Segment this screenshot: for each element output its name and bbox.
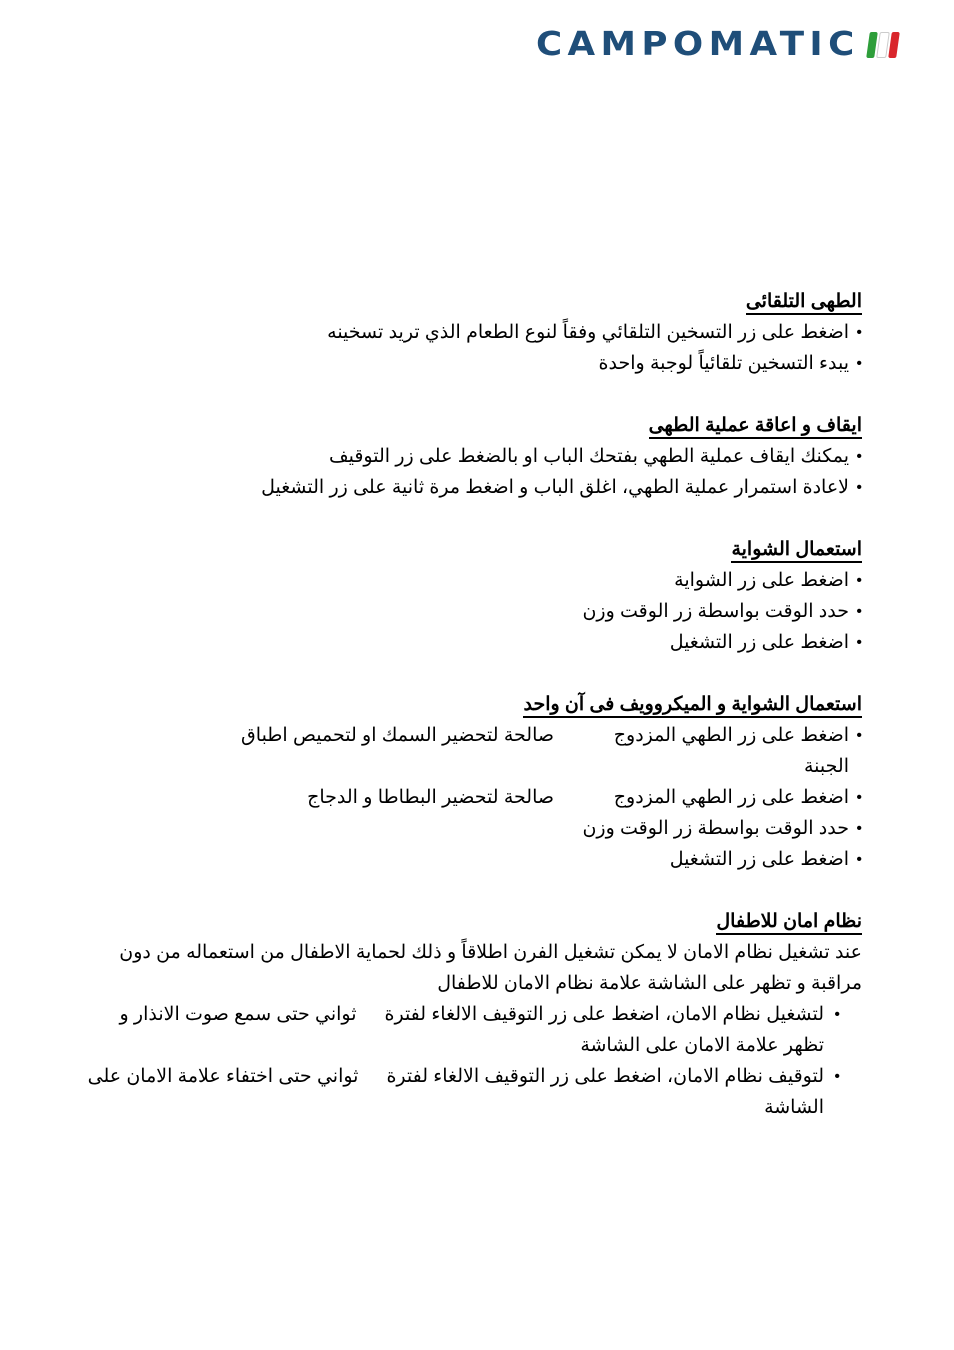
section-stop-resume bbox=[84, 410, 862, 503]
list-item: • اضغط على زر التسخين التلقائي وفقاً لنوع الطعام الذي تريد تسخينه bbox=[84, 317, 862, 348]
list-item bbox=[84, 720, 862, 782]
list-item bbox=[84, 1061, 862, 1123]
section-grill bbox=[84, 534, 862, 658]
item-text-b: ثواني حتى سمع صوت الانذار و تظهر علامة الامان على الشاشة bbox=[119, 1004, 824, 1056]
list-item: • اضغط على زر التشغيل bbox=[84, 627, 862, 658]
item-main: • اضغط على زر الطهي المزدوج bbox=[613, 787, 849, 808]
section-title: ايقاف و اعاقة عملية الطهى bbox=[84, 410, 862, 441]
section-title: استعمال الشواية و الميكروويف فى آن واحد bbox=[84, 689, 862, 720]
item-text-b: ثواني حتى اختفاء علامة الامان على الشاشة bbox=[87, 1066, 824, 1118]
list-item: • حدد الوقت بواسطة زر الوقت وزن bbox=[84, 596, 862, 627]
logo-text: CAMPOMATIC bbox=[536, 24, 860, 63]
list-item: • اضغط على زر التشغيل bbox=[84, 844, 862, 875]
flag-red bbox=[888, 32, 900, 58]
item-main: • اضغط على زر الطهي المزدوج bbox=[613, 725, 849, 746]
item-text-a: لتشغيل نظام الامان، اضغط على زر التوقيف الالغاء لفترة bbox=[384, 1004, 824, 1025]
section-title: استعمال الشواية bbox=[84, 534, 862, 565]
item-continuation: الجبنة bbox=[804, 756, 849, 777]
section-combi bbox=[84, 689, 862, 875]
section-auto-cook bbox=[84, 286, 862, 379]
item-note: صالحة لتحضير البطاطا و الدجاج bbox=[307, 787, 554, 808]
section-title: نظام امان للاطفال bbox=[84, 906, 862, 937]
list-item: • حدد الوقت بواسطة زر الوقت وزن bbox=[84, 813, 862, 844]
list-item: • يبدء التسخين تلقائياً لوجبة واحدة bbox=[84, 348, 862, 379]
list-item bbox=[84, 782, 862, 813]
child-lock-intro: عند تشغيل نظام الامان لا يمكن تشغيل الفرن اطلاقاً و ذلك لحماية الاطفال من استعماله من دون مراقبة و تظهر على الشاشة علامة نظام الامان للاطفال bbox=[119, 942, 862, 994]
item-note: صالحة لتحضير السمك او لتحميص اطباق bbox=[241, 725, 554, 746]
section-title: الطهى التلقائى bbox=[84, 286, 862, 317]
italian-flag-icon bbox=[866, 32, 900, 58]
instructions-content bbox=[84, 286, 862, 1154]
list-item: • يمكنك ايقاف عملية الطهي بفتحك الباب او بالضغط على زر التوقيف bbox=[84, 441, 862, 472]
list-item bbox=[84, 999, 862, 1061]
section-child-lock bbox=[84, 906, 862, 1123]
campomatic-logo bbox=[536, 24, 900, 63]
item-text-a: لتوقيف نظام الامان، اضغط على زر التوقيف الالغاء لفترة bbox=[386, 1066, 824, 1087]
list-item: • لاعادة استمرار عملية الطهي، اغلق الباب و اضغط مرة ثانية على زر التشغيل bbox=[84, 472, 862, 503]
list-item: • اضغط على زر الشواية bbox=[84, 565, 862, 596]
